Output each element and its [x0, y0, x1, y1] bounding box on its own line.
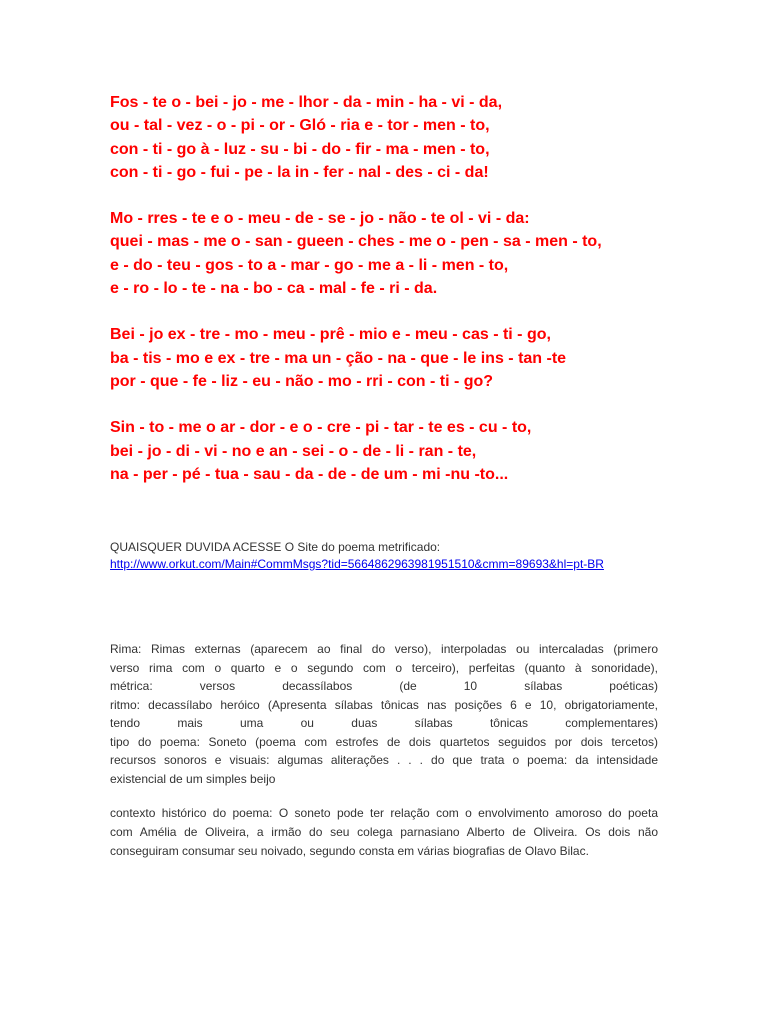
analysis-line: tendo mais uma ou duas sílabas tônicas complementares) — [110, 716, 658, 730]
poem-scansion — [110, 91, 710, 509]
stanza-1 — [110, 91, 710, 184]
verse: Mo - rres - te e o - meu - de - se - jo - não - te ol - vi - da: — [110, 210, 530, 228]
verse: na - per - pé - tua - sau - da - de - de um - mi -nu -to... — [110, 465, 509, 483]
analysis-line: recursos sonoros e visuais: algumas aliterações . . . do que trata o poema: da intensidade — [110, 753, 658, 767]
context-line: com Amélia de Oliveira, a irmão do seu colega parnasiano Alberto de Oliveira. Os dois não — [110, 825, 658, 839]
site-text: O Site do poema metrificado: — [281, 540, 441, 554]
stanza-2 — [110, 207, 710, 300]
analysis-line: verso rima com o quarto e o segundo com o terceiro), perfeitas (quanto à sonoridade), — [110, 660, 658, 675]
verse: Bei - jo ex - tre - mo - meu - prê - mio e - meu - cas - ti - go, — [110, 326, 551, 344]
stanza-3 — [110, 323, 710, 393]
verse: ou - tal - vez - o - pi - or - Gló - ria e - tor - men - to, — [110, 117, 490, 135]
link-line — [110, 556, 670, 573]
verse: con - ti - go à - luz - su - bi - do - fir - ma - men - to, — [110, 140, 490, 158]
verse: bei - jo - di - vi - no e an - sei - o - de - li - ran - te, — [110, 442, 477, 460]
link-intro: QUAISQUER DUVIDA ACESSE — [110, 540, 282, 554]
analysis-line: métrica: versos decassílabos (de 10 sílabas poéticas) — [110, 679, 658, 693]
verse: ba - tis - mo e ex - tre - ma un - ção - na - que - le ins - tan -te — [110, 349, 567, 367]
link-section — [110, 539, 670, 573]
verse: Sin - to - me o ar - dor - e o - cre - pi - tar - te es - cu - to, — [110, 419, 532, 437]
verse: quei - mas - me o - san - gueen - ches - me o - pen - sa - men - to, — [110, 233, 602, 251]
analysis-line: tipo do poema: Soneto (poema com estrofes de dois quartetos seguidos por dois tercetos) — [110, 734, 658, 749]
context-paragraph — [110, 804, 658, 861]
verse: por - que - fe - liz - eu - não - mo - rri - con - ti - go? — [110, 372, 494, 390]
verse: Fos - te o - bei - jo - me - lhor - da - min - ha - vi - da, — [110, 94, 503, 111]
verse: e - do - teu - gos - to a - mar - go - me a - li - men - to, — [110, 256, 509, 274]
stanza-4 — [110, 416, 710, 486]
analysis-paragraph — [110, 640, 658, 788]
verse: e - ro - lo - te - na - bo - ca - mal - fe - ri - da. — [110, 280, 438, 298]
context-line: conseguiram consumar seu noivado, segundo consta em várias biografias de Olavo Bilac. — [110, 844, 589, 858]
analysis-line: Rima: Rimas externas (aparecem ao final do verso), interpoladas ou intercaladas (primero — [110, 642, 658, 656]
context-line: contexto histórico do poema: O soneto pode ter relação com o envolvimento amoroso do poeta — [110, 806, 658, 820]
link-intro-line — [110, 539, 670, 556]
verse: con - ti - go - fui - pe - la in - fer - nal - des - ci - da! — [110, 163, 489, 181]
poem-link[interactable]: http://www.orkut.com/Main#CommMsgs?tid=5664862963981951510&cmm=89693&hl=pt-BR — [110, 557, 604, 571]
analysis-line: ritmo: decassílabo heróico (Apresenta sílabas tônicas nas posições 6 e 10, obrigatoriamente, — [110, 697, 658, 712]
analysis-line: existencial de um simples beijo — [110, 771, 276, 786]
